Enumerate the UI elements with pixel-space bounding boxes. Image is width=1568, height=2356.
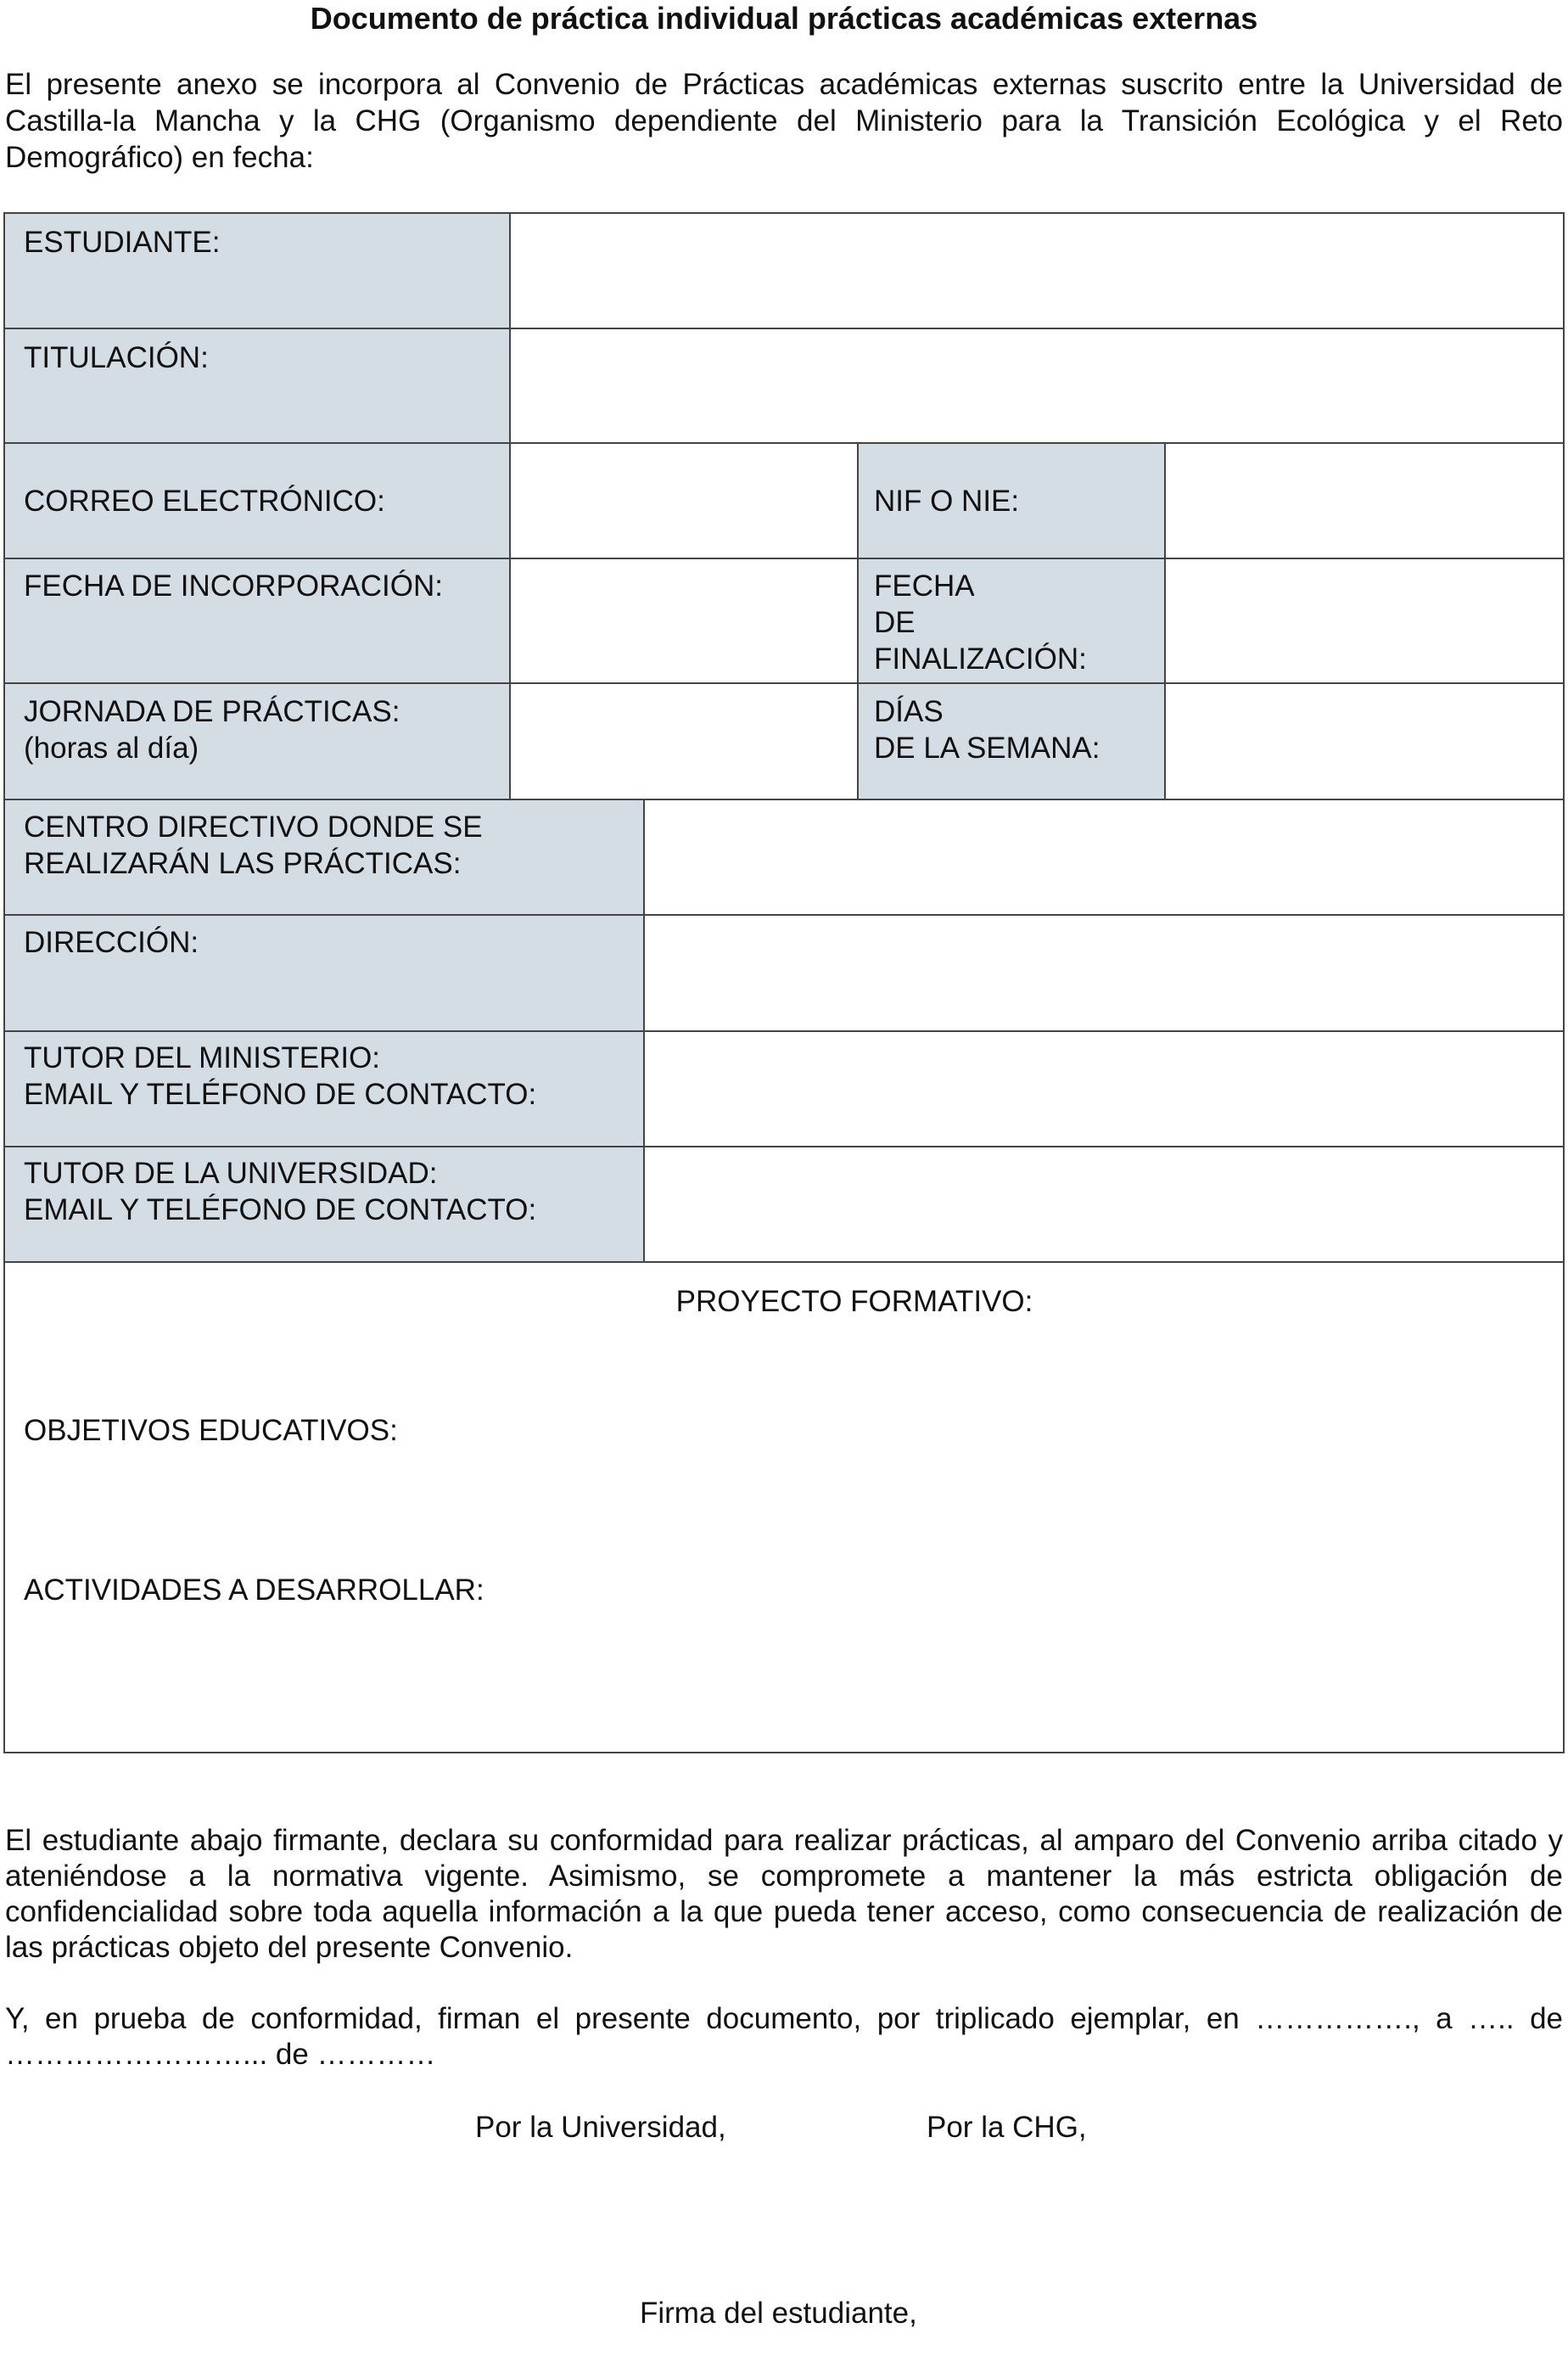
nif-field[interactable] [1166, 444, 1563, 558]
centro-label: CENTRO DIRECTIVO DONDE SE REALIZARÁN LAS PRÁCTICAS: [24, 811, 483, 880]
direccion-field[interactable] [645, 916, 1563, 1030]
estudiante-field[interactable] [511, 214, 1563, 328]
signature-chg: Por la CHG, [927, 2111, 1087, 2144]
fecha-finalizacion-label: FECHA DE FINALIZACIÓN: [874, 569, 1087, 676]
declaration-paragraph: El estudiante abajo firmante, declara su conformidad para realizar prácticas, al amparo del Convenio arriba citado y ateniéndose a la normativa vigente. Asimismo, se compromete a mantener la más estricta obligación de confidencialidad sobre toda aquella información a la que pueda tener acceso, como consecuencia de realización de las prácticas objeto del presente Convenio. [5, 1824, 1563, 1964]
tutor-ministerio-field[interactable] [645, 1032, 1563, 1146]
intro-paragraph: El presente anexo se incorpora al Convenio de Prácticas académicas externas suscrito entre la Universidad de Castilla-la Mancha y la CHG (Organismo dependiente del Ministerio para la Transición Ecológica y el Reto Demográfico) en fecha: [5, 68, 1563, 174]
document-title: Documento de práctica individual prácticas académicas externas [310, 1, 1258, 36]
objetivos-label: OBJETIVOS EDUCATIVOS: [24, 1414, 398, 1447]
signature-estudiante: Firma del estudiante, [640, 2297, 917, 2330]
tutor-ministerio-label: TUTOR DEL MINISTERIO: EMAIL Y TELÉFONO DE CONTACTO: [24, 1041, 537, 1111]
actividades-label: ACTIVIDADES A DESARROLLAR: [24, 1573, 484, 1607]
fecha-finalizacion-field[interactable] [1166, 559, 1563, 682]
student-section [3, 212, 1565, 444]
signature-universidad: Por la Universidad, [475, 2111, 726, 2144]
contact-section [3, 442, 1565, 800]
titulacion-field[interactable] [511, 329, 1563, 442]
dias-field[interactable] [1166, 684, 1563, 799]
jornada-label: JORNADA DE PRÁCTICAS: (horas al día) [24, 695, 400, 765]
fecha-incorporacion-field[interactable] [511, 559, 857, 682]
divider [857, 444, 859, 799]
nif-label: NIF O NIE: [874, 485, 1020, 518]
centro-field[interactable] [645, 800, 1563, 914]
conformity-paragraph: Y, en prueba de conformidad, firman el presente documento, por triplicado ejemplar, en ……………., a ….. de ……………………... de ………… [5, 2002, 1563, 2071]
tutor-universidad-field[interactable] [645, 1147, 1563, 1261]
correo-field[interactable] [511, 444, 857, 558]
placement-section [3, 799, 1565, 1263]
dias-label: DÍAS DE LA SEMANA: [874, 695, 1100, 765]
titulacion-label: TITULACIÓN: [24, 341, 209, 374]
estudiante-label: ESTUDIANTE: [24, 226, 221, 259]
direccion-label: DIRECCIÓN: [24, 926, 199, 959]
proyecto-section[interactable] [3, 1261, 1565, 1753]
correo-label: CORREO ELECTRÓNICO: [24, 485, 385, 518]
tutor-universidad-label: TUTOR DE LA UNIVERSIDAD: EMAIL Y TELÉFONO DE CONTACTO: [24, 1157, 537, 1226]
proyecto-heading: PROYECTO FORMATIVO: [675, 1285, 1033, 1318]
fecha-incorporacion-label: FECHA DE INCORPORACIÓN: [24, 569, 443, 603]
jornada-field[interactable] [511, 684, 857, 799]
